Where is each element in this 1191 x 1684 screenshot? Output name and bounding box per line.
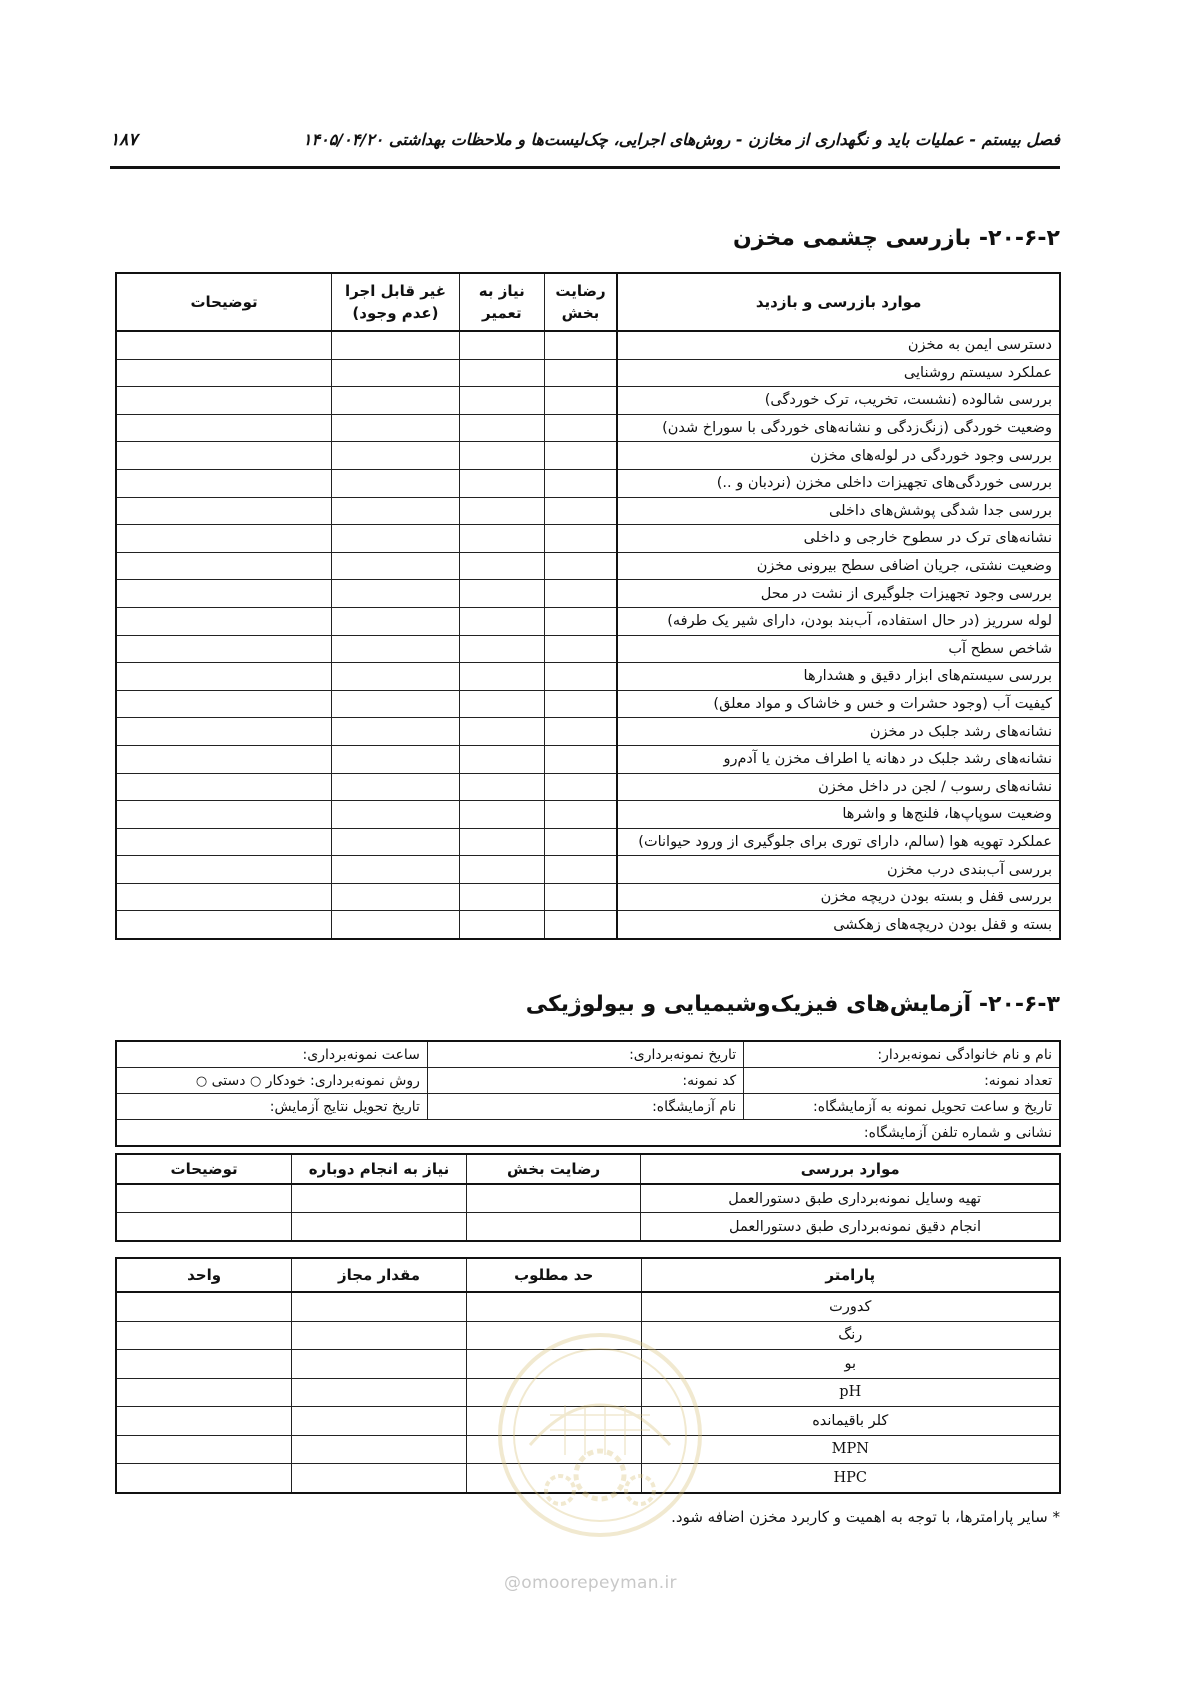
info-row [116, 1120, 1060, 1147]
sampling-date-field[interactable]: تاریخ نمونه‌برداری: [427, 1041, 743, 1068]
inspection-row [116, 690, 1060, 718]
inspection-row [116, 718, 1060, 746]
header-rule [110, 166, 1060, 169]
repair-cell[interactable] [459, 801, 544, 829]
footnote: * سایر پارامترها، با توجه به اهمیت و کاربرد مخزن اضافه شود. [671, 1508, 1060, 1526]
inspection-item: نشانه‌های رشد جلبک در مخزن [617, 718, 1060, 746]
unit-cell[interactable] [116, 1407, 292, 1436]
results-date-field[interactable]: تاریخ تحویل نتایج آزمایش: [116, 1094, 427, 1120]
review-redo-cell[interactable] [292, 1213, 467, 1242]
lab-address-field[interactable]: نشانی و شماره تلفن آزمایشگاه: [116, 1120, 1060, 1147]
inspection-item: نشانه‌های ترک در سطوح خارجی و داخلی [617, 525, 1060, 553]
na-cell[interactable] [332, 331, 460, 359]
review-item: تهیه وسایل نمونه‌برداری طبق دستورالعمل [641, 1184, 1060, 1213]
inspection-item: وضعیت خوردگی (زنگ‌زدگی و نشانه‌های خوردگی با سوراخ شدن) [617, 414, 1060, 442]
unit-cell[interactable] [116, 1464, 292, 1493]
unit-cell[interactable] [116, 1321, 292, 1350]
inspection-item: بررسی شالوده (نشست، تخریب، ترک خوردگی) [617, 387, 1060, 415]
na-cell[interactable] [332, 801, 460, 829]
na-cell[interactable] [332, 497, 460, 525]
table-header-row [116, 1258, 1060, 1292]
satisfaction-cell[interactable] [544, 745, 617, 773]
repair-cell[interactable] [459, 773, 544, 801]
notes-cell[interactable] [116, 607, 332, 635]
satisfaction-cell[interactable] [544, 359, 617, 387]
na-cell[interactable] [332, 663, 460, 691]
inspection-item: دسترسی ایمن به مخزن [617, 331, 1060, 359]
table-header-row [116, 1154, 1060, 1184]
review-item: انجام دقیق نمونه‌برداری طبق دستورالعمل [641, 1213, 1060, 1242]
parameter-name: کلر باقیمانده [641, 1407, 1060, 1436]
repair-cell[interactable] [459, 552, 544, 580]
parameter-name: pH [641, 1378, 1060, 1407]
na-cell[interactable] [332, 359, 460, 387]
satisfaction-cell[interactable] [544, 828, 617, 856]
inspection-item: شاخص سطح آب [617, 635, 1060, 663]
inspection-row [116, 552, 1060, 580]
notes-cell[interactable] [116, 414, 332, 442]
col-header-item: موارد بازرسی و بازدید [617, 273, 1060, 331]
inspection-item: لوله سرریز (در حال استفاده، آب‌بند بودن، دارای شیر یک طرفه) [617, 607, 1060, 635]
notes-cell[interactable] [116, 911, 332, 939]
parameter-name: HPC [641, 1464, 1060, 1493]
parameter-name: رنگ [641, 1321, 1060, 1350]
chapter-title: فصل بیستم - عملیات باید و نگهداری از مخازن - روش‌های اجرایی، چک‌لیست‌ها و ملاحظات بهداشتی ۱۴۰۵/۰۴/۲۰ [302, 130, 1060, 149]
satisfaction-cell[interactable] [544, 442, 617, 470]
na-cell[interactable] [332, 690, 460, 718]
review-notes-cell[interactable] [116, 1213, 292, 1242]
inspection-item: بررسی خوردگی‌های تجهیزات داخلی مخزن (نردبان و ..) [617, 469, 1060, 497]
notes-cell[interactable] [116, 883, 332, 911]
notes-cell[interactable] [116, 497, 332, 525]
allowed-value-cell[interactable] [292, 1435, 467, 1464]
satisfaction-cell[interactable] [544, 883, 617, 911]
sampling-time-field[interactable]: ساعت نمونه‌برداری: [116, 1041, 427, 1068]
parameter-name: MPN [641, 1435, 1060, 1464]
info-row [116, 1094, 1060, 1120]
col-header-satisfaction: رضایت بخش [544, 273, 617, 331]
na-cell[interactable] [332, 828, 460, 856]
repair-cell[interactable] [459, 414, 544, 442]
na-cell[interactable] [332, 856, 460, 884]
col-header-required-limit: حد مطلوب [466, 1258, 641, 1292]
required-limit-cell[interactable] [466, 1292, 641, 1321]
col-header-notes: توضیحات [116, 273, 332, 331]
inspection-row [116, 801, 1060, 829]
notes-cell[interactable] [116, 359, 332, 387]
section-title-lab-tests: ۲۰-۶-۳- آزمایش‌های فیزیک‌وشیمیایی و بیولوژیکی [525, 992, 1060, 1017]
inspection-row [116, 580, 1060, 608]
parameter-row [116, 1292, 1060, 1321]
notes-cell[interactable] [116, 856, 332, 884]
repair-cell[interactable] [459, 607, 544, 635]
repair-cell[interactable] [459, 911, 544, 939]
notes-cell[interactable] [116, 387, 332, 415]
allowed-value-cell[interactable] [292, 1407, 467, 1436]
notes-cell[interactable] [116, 745, 332, 773]
col-header-unit: واحد [116, 1258, 292, 1292]
unit-cell[interactable] [116, 1350, 292, 1379]
repair-cell[interactable] [459, 828, 544, 856]
manual-option-radio[interactable]: ○ [195, 1073, 208, 1089]
na-cell[interactable] [332, 387, 460, 415]
na-cell[interactable] [332, 580, 460, 608]
inspection-item: وضعیت سوپاپ‌ها، فلنج‌ها و واشرها [617, 801, 1060, 829]
repair-cell[interactable] [459, 469, 544, 497]
inspection-row [116, 911, 1060, 939]
repair-cell[interactable] [459, 525, 544, 553]
review-satisfaction-cell[interactable] [466, 1213, 641, 1242]
inspection-row [116, 773, 1060, 801]
review-satisfaction-cell[interactable] [466, 1184, 641, 1213]
repair-cell[interactable] [459, 663, 544, 691]
inspection-row [116, 607, 1060, 635]
na-cell[interactable] [332, 414, 460, 442]
satisfaction-cell[interactable] [544, 387, 617, 415]
satisfaction-cell[interactable] [544, 663, 617, 691]
notes-cell[interactable] [116, 718, 332, 746]
notes-cell[interactable] [116, 663, 332, 691]
satisfaction-cell[interactable] [544, 718, 617, 746]
na-cell[interactable] [332, 552, 460, 580]
review-notes-cell[interactable] [116, 1184, 292, 1213]
inspection-row [116, 635, 1060, 663]
na-cell[interactable] [332, 745, 460, 773]
na-cell[interactable] [332, 883, 460, 911]
inspection-item: وضعیت نشتی، جریان اضافی سطح بیرونی مخزن [617, 552, 1060, 580]
notes-cell[interactable] [116, 580, 332, 608]
info-row [116, 1068, 1060, 1094]
inspection-row [116, 387, 1060, 415]
inspection-row [116, 663, 1060, 691]
sampler-name-field[interactable]: نام و نام خانوادگی نمونه‌بردار: [744, 1041, 1060, 1068]
inspection-item: بسته و قفل بودن دریچه‌های زهکشی [617, 911, 1060, 939]
repair-cell[interactable] [459, 359, 544, 387]
watermark-text: @omoorepeyman.ir [504, 1573, 677, 1593]
inspection-item: بررسی وجود تجهیزات جلوگیری از نشت در محل [617, 580, 1060, 608]
satisfaction-cell[interactable] [544, 414, 617, 442]
page-number: ۱۸۷ [110, 130, 138, 150]
col-header-review-redo: نیاز به انجام دوباره [292, 1154, 467, 1184]
repair-cell[interactable] [459, 745, 544, 773]
allowed-value-cell[interactable] [292, 1350, 467, 1379]
notes-cell[interactable] [116, 828, 332, 856]
satisfaction-cell[interactable] [544, 552, 617, 580]
satisfaction-cell[interactable] [544, 525, 617, 553]
repair-cell[interactable] [459, 635, 544, 663]
col-header-na: غیر قابل اجرا (عدم وجود) [332, 273, 460, 331]
watermark-logo-icon [490, 1325, 710, 1565]
visual-inspection-table [115, 272, 1061, 940]
satisfaction-cell[interactable] [544, 911, 617, 939]
inspection-row [116, 469, 1060, 497]
satisfaction-cell[interactable] [544, 856, 617, 884]
satisfaction-cell[interactable] [544, 635, 617, 663]
repair-cell[interactable] [459, 690, 544, 718]
review-row [116, 1213, 1060, 1242]
repair-cell[interactable] [459, 442, 544, 470]
auto-option-radio[interactable]: ○ [249, 1073, 262, 1089]
notes-cell[interactable] [116, 442, 332, 470]
repair-cell[interactable] [459, 856, 544, 884]
unit-cell[interactable] [116, 1292, 292, 1321]
na-cell[interactable] [332, 718, 460, 746]
notes-cell[interactable] [116, 635, 332, 663]
col-header-repair: نیاز به تعمیر [459, 273, 544, 331]
na-cell[interactable] [332, 773, 460, 801]
page-header [110, 130, 1060, 170]
inspection-item: بررسی آب‌بندی درب مخزن [617, 856, 1060, 884]
na-cell[interactable] [332, 442, 460, 470]
sampling-method-label: روش نمونه‌برداری: خودکار [265, 1072, 420, 1089]
inspection-item: عملکرد تهویه هوا (سالم، دارای توری برای جلوگیری از ورود حیوانات) [617, 828, 1060, 856]
notes-cell[interactable] [116, 525, 332, 553]
parameter-name: بو [641, 1350, 1060, 1379]
sampling-info-table [115, 1040, 1061, 1147]
na-cell[interactable] [332, 911, 460, 939]
satisfaction-cell[interactable] [544, 497, 617, 525]
allowed-value-cell[interactable] [292, 1292, 467, 1321]
notes-cell[interactable] [116, 331, 332, 359]
notes-cell[interactable] [116, 552, 332, 580]
inspection-item: بررسی وجود خوردگی در لوله‌های مخزن [617, 442, 1060, 470]
satisfaction-cell[interactable] [544, 773, 617, 801]
review-redo-cell[interactable] [292, 1184, 467, 1213]
inspection-item: نشانه‌های رسوب / لجن در داخل مخزن [617, 773, 1060, 801]
satisfaction-cell[interactable] [544, 469, 617, 497]
satisfaction-cell[interactable] [544, 690, 617, 718]
col-header-review-item: موارد بررسی [641, 1154, 1060, 1184]
allowed-value-cell[interactable] [292, 1378, 467, 1407]
repair-cell[interactable] [459, 580, 544, 608]
inspection-item: عملکرد سیستم روشنایی [617, 359, 1060, 387]
inspection-item: نشانه‌های رشد جلبک در دهانه یا اطراف مخزن یا آدم‌رو [617, 745, 1060, 773]
satisfaction-cell[interactable] [544, 801, 617, 829]
inspection-row [116, 856, 1060, 884]
inspection-item: کیفیت آب (وجود حشرات و خس و خاشاک و مواد معلق) [617, 690, 1060, 718]
satisfaction-cell[interactable] [544, 331, 617, 359]
notes-cell[interactable] [116, 773, 332, 801]
repair-cell[interactable] [459, 497, 544, 525]
col-header-review-notes: توضیحات [116, 1154, 292, 1184]
notes-cell[interactable] [116, 690, 332, 718]
notes-cell[interactable] [116, 469, 332, 497]
parameter-name: کدورت [641, 1292, 1060, 1321]
table-header-row [116, 273, 1060, 331]
inspection-row [116, 331, 1060, 359]
sample-code-field[interactable]: کد نمونه: [427, 1068, 743, 1094]
sample-count-field[interactable]: تعداد نمونه: [744, 1068, 1060, 1094]
unit-cell[interactable] [116, 1378, 292, 1407]
repair-cell[interactable] [459, 387, 544, 415]
sampling-review-table [115, 1153, 1061, 1242]
manual-option-label: دستی [211, 1072, 246, 1089]
inspection-row [116, 497, 1060, 525]
inspection-row [116, 414, 1060, 442]
na-cell[interactable] [332, 635, 460, 663]
na-cell[interactable] [332, 525, 460, 553]
allowed-value-cell[interactable] [292, 1464, 467, 1493]
repair-cell[interactable] [459, 718, 544, 746]
inspection-row [116, 745, 1060, 773]
inspection-item: بررسی سیستم‌های ابزار دقیق و هشدارها [617, 663, 1060, 691]
lab-name-field[interactable]: نام آزمایشگاه: [427, 1094, 743, 1120]
inspection-item: بررسی قفل و بسته بودن دریچه مخزن [617, 883, 1060, 911]
na-cell[interactable] [332, 469, 460, 497]
review-row [116, 1184, 1060, 1213]
inspection-row [116, 359, 1060, 387]
col-header-review-satisfaction: رضایت بخش [466, 1154, 641, 1184]
col-header-parameter: پارامتر [641, 1258, 1060, 1292]
unit-cell[interactable] [116, 1435, 292, 1464]
inspection-row [116, 525, 1060, 553]
sampling-method-field [116, 1068, 427, 1094]
delivery-datetime-field[interactable]: تاریخ و ساعت تحویل نمونه به آزمایشگاه: [744, 1094, 1060, 1120]
inspection-row [116, 442, 1060, 470]
repair-cell[interactable] [459, 883, 544, 911]
section-title-visual-inspection: ۲۰-۶-۲- بازرسی چشمی مخزن [732, 226, 1060, 251]
col-header-allowed-value: مقدار مجاز [292, 1258, 467, 1292]
notes-cell[interactable] [116, 801, 332, 829]
allowed-value-cell[interactable] [292, 1321, 467, 1350]
satisfaction-cell[interactable] [544, 607, 617, 635]
info-row [116, 1041, 1060, 1068]
na-cell[interactable] [332, 607, 460, 635]
visual-inspection-rows [116, 331, 1060, 939]
inspection-row [116, 828, 1060, 856]
repair-cell[interactable] [459, 331, 544, 359]
satisfaction-cell[interactable] [544, 580, 617, 608]
inspection-row [116, 883, 1060, 911]
review-rows [116, 1184, 1060, 1241]
inspection-item: بررسی جدا شدگی پوشش‌های داخلی [617, 497, 1060, 525]
